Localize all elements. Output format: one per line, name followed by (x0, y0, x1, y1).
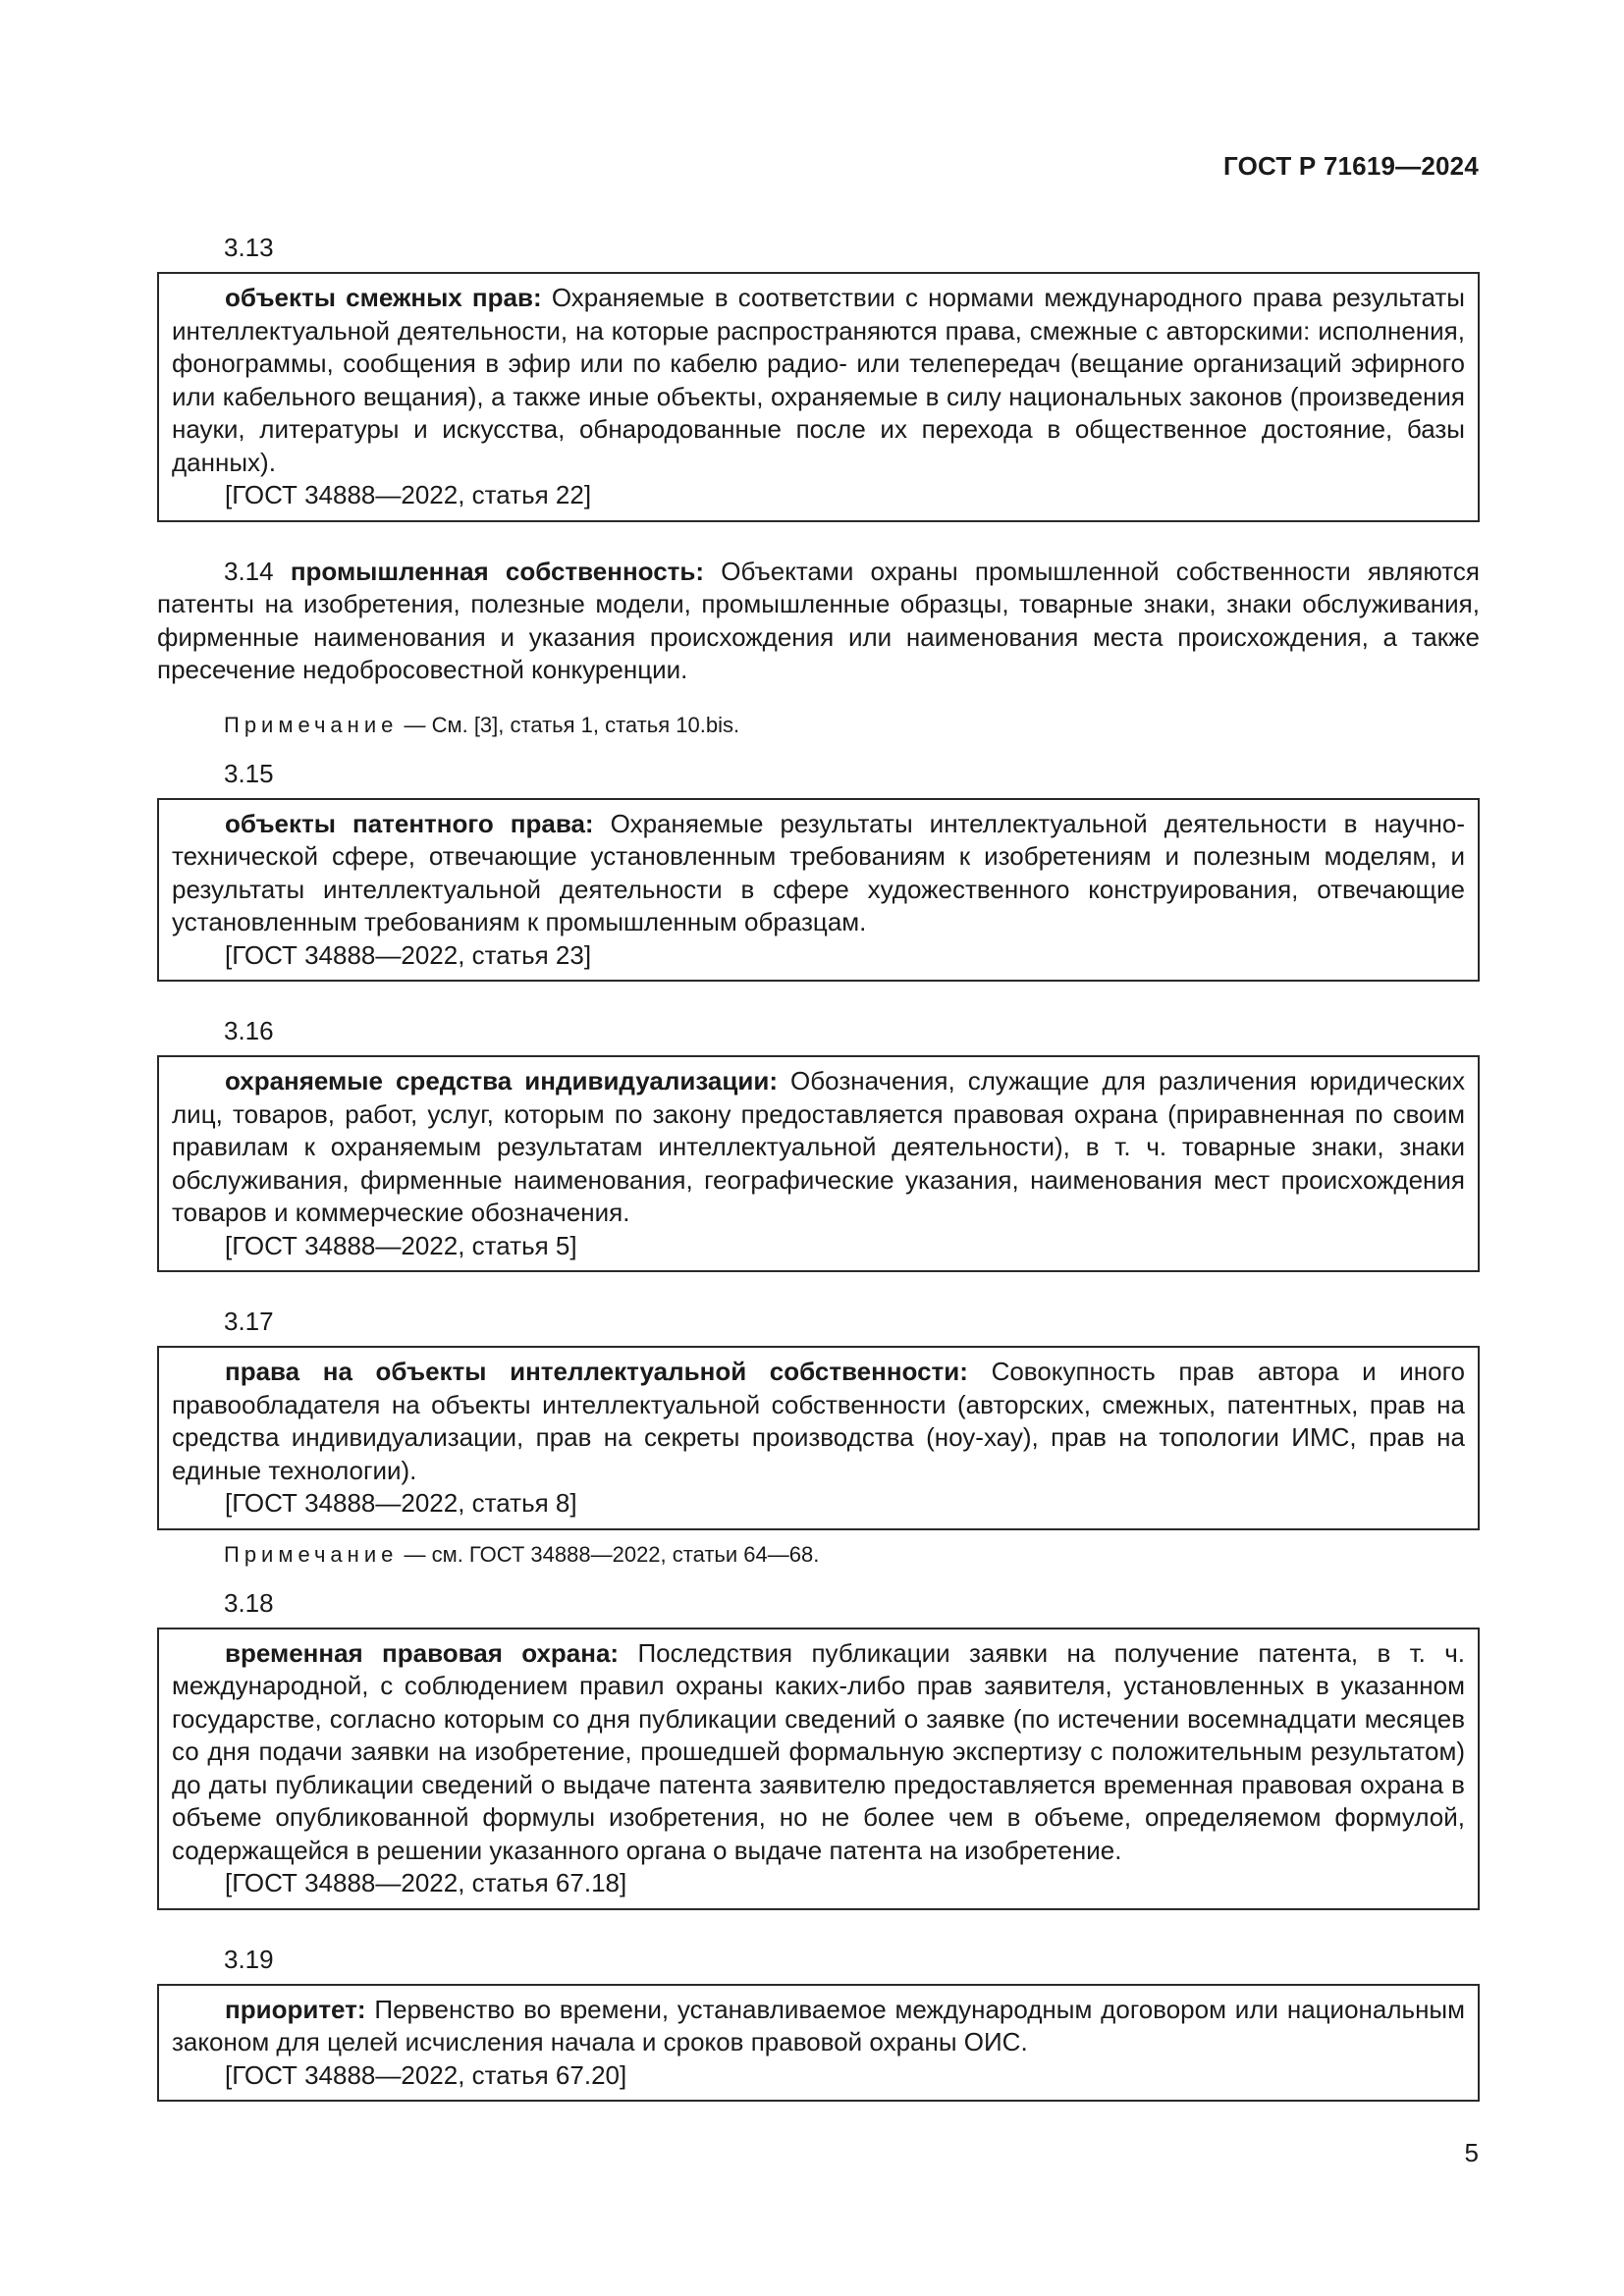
term-name: охраняемые средства индивидуализации: (225, 1066, 778, 1095)
term-box (157, 272, 1480, 522)
note-label: Примечание (224, 1541, 399, 1567)
term-paragraph (157, 556, 1480, 687)
term-source: [ГОСТ 34888—2022, статья 67.18] (225, 1868, 627, 1897)
term-definition: Первенство во времени, устанавливаемое международным договором или национальным законом для целей исчисления начала и сроков правовой охраны ОИС. (172, 1994, 1465, 2056)
term-name: права на объекты интеллектуальной собственности: (225, 1357, 968, 1386)
term-name: временная правовая охрана: (225, 1637, 620, 1668)
note-label: Примечание (224, 712, 399, 737)
note-text: — см. ГОСТ 34888—2022, статьи 64—68. (404, 1541, 820, 1567)
term-definition: Объектами охраны промышленной собственности являются патенты на изобретения, полезные модели, промышленные образцы, товарные знаки, знаки обслуживания, фирменные наименования и указания происхождения или наименования места происхождения, а также пресечение недобросовестной конкуренции. (157, 556, 1481, 684)
term-source: [ГОСТ 34888—2022, статья 5] (225, 1230, 577, 1260)
terms-section (157, 224, 1480, 2135)
term-name: промышленная собственность: (290, 556, 705, 586)
term-name: приоритет: (225, 1994, 366, 2024)
note (157, 1540, 1480, 1570)
document-code: ГОСТ Р 71619—2024 (1223, 151, 1479, 181)
term-box (157, 1984, 1480, 2103)
term-box (157, 1055, 1480, 1272)
term-name: объекты патентного права: (225, 808, 594, 838)
term-source: [ГОСТ 34888—2022, статья 22] (225, 480, 592, 509)
entry-number: 3.15 (224, 758, 274, 788)
entry-number: 3.16 (224, 1016, 274, 1045)
term-name: объекты смежных прав: (225, 283, 542, 312)
term-definition: Совокупность прав автора и иного правообладателя на объекты интеллектуальной собственности (авторских, смежных, патентных, прав на средства индивидуализации, прав на секреты производства (ноу-хау), прав на топологии ИМС, прав на единые технологии). (172, 1357, 1465, 1485)
entry-number: 3.19 (224, 1944, 274, 1974)
term-box (157, 1628, 1480, 1910)
note-text: — См. [3], статья 1, статья 10.bis. (404, 712, 740, 737)
term-box (157, 798, 1480, 983)
entry-number: 3.13 (224, 233, 274, 262)
entry-number: 3.18 (224, 1587, 274, 1618)
term-source: [ГОСТ 34888—2022, статья 8] (225, 1488, 577, 1518)
term-definition: Обозначения, служащие для различения юридических лиц, товаров, работ, услуг, которым по закону предоставляется правовая охрана (приравненная по своим правилам к охраняемым результатам интеллектуальной деятельности), в т. ч. товарные знаки, знаки обслуживания, фирменные наименования, географические указания, наименования мест происхождения товаров и коммерческие обозначения. (172, 1066, 1465, 1227)
term-definition: Охраняемые результаты интеллектуальной деятельности в научно-технической сфере, отвечающие установленным требованиям к изобретениям и полезным моделям, и результаты интеллектуальной деятельности в сфере художественного конструирования, отвечающие установленным требованиям к промышленным образцам. (172, 808, 1466, 936)
term-definition: Последствия публикации заявки на получение патента, в т. ч. международной, с соблюдением правил охраны каких-либо прав заявителя, установленных в указанном государстве, согласно которым со дня публикации сведений о заявке (по истечении восемнадцати месяцев со дня подачи заявки на изобретение, прошедшей формальную экспертизу с положительным результатом) до даты публикации сведений о выдаче патента заявителю предоставляется временная правовая охрана в объеме опубликованной формулы изобретения, но не более чем в объеме, определяемом формулой, содержащейся в решении указанного органа о выдаче патента на изобретение. (172, 1637, 1465, 1865)
term-box (157, 1346, 1480, 1530)
term-source: [ГОСТ 34888—2022, статья 23] (225, 939, 592, 970)
entry-number: 3.14 (224, 556, 274, 586)
entry-number: 3.17 (224, 1307, 274, 1336)
term-source: [ГОСТ 34888—2022, статья 67.20] (225, 2059, 627, 2090)
term-definition: Охраняемые в соответствии с нормами международного права результаты интеллектуальной деятельности, на которые распространяются права, смежные с авторскими: исполнения, фонограммы, сообщения в эфир или по кабелю радио- или телепередач (вещание организаций эфирного или кабельного вещания), а также иные объекты, охраняемые в силу национальных законов (произведения науки, литературы и искусства, обнародованные после их перехода в общественное достояние, базы данных). (172, 283, 1465, 477)
note (157, 711, 1480, 740)
page-number: 5 (1464, 2138, 1479, 2167)
